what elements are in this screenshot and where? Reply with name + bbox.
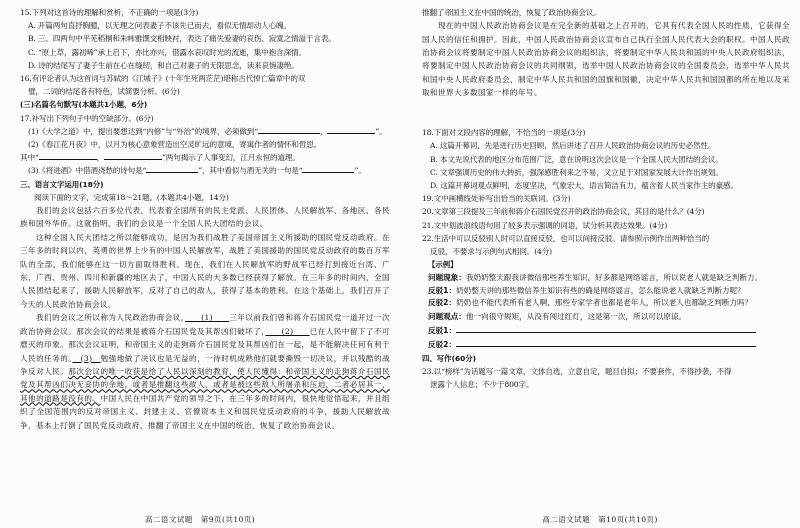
passage-paragraph-2: 这种全国人民大团结之所以能够成功，是因为我们战胜了美国帝国主义所援助的国民党反动政府。在三年多的时间以内，英勇的世界上少有的中国人民解放军，战胜了美国援助的国民党反动政府的数百万军队的全部，我们能够在这一切方面取得胜利。现在，我们在人民解放军的野战军已经打到接近台湾、广东、广西、贵州、四川和新疆的地区去了，中国人民的大多数已经获得了解放。在三年多的时间内，全国人民团结起来了，援助人民解放军，反对了自己的敌人，获得了基本的胜利。在这个基础上，我们召开了今天的人民政治协商会议。 <box>20 232 390 309</box>
q18-option-d: D. 这篇开幕词观点鲜明，态度坚决，气象宏大，语言简洁有力，蕴含着人民当家作主的豪感。 <box>430 181 738 191</box>
q22-stem-2: 反驳，不要求与示例句式相同。(4分) <box>430 247 552 257</box>
example-problem: 问题现象：我奶奶整天跟我讲微信那些养生知识，好多都是网络谣言，所以说老人就是缺乏判断力。 <box>428 273 763 283</box>
reading-passage <box>20 204 390 472</box>
q18-stem: 18.下面对文段内容的理解，不恰当的一项是(3分) <box>422 128 586 138</box>
q17-stem: 17.补写出下列句子中的空缺部分。(6分) <box>20 113 154 123</box>
passage-continued-1: 推翻了帝国主义在中国的统治，恢复了政治协商会议。 <box>422 8 601 17</box>
passage-paragraph-1: 我们的会议包括六百多位代表，代表着全国所有的民主党派、人民团体、人民解放军、各地区、各民族和国外华侨。这就指明，我们的会议是一个全国人民大团结的会议。 <box>20 206 390 229</box>
q18-option-b: B. 本文先说代表的地区分布范围广泛，意在说明这次会议是一个全国人民大团结的会议。 <box>430 154 723 164</box>
q23-stem-1: 23.以“榜样”为话题写一篇文章，文体自选，立意自定，题目自拟；不要套作，不得抄袭，不得 <box>422 367 732 377</box>
language-intro: 阅读下面的文字，完成第18～21题。(本题共4小题，14分) <box>34 192 229 202</box>
q16-stem-1: 16.有评论者认为这首词与苏轼的《江城子》(十年生死两茫茫)堪称古代悼亡篇章中的双 <box>20 74 306 84</box>
q17-item-2-cont: 其中“ ， ”两句揭示了人事变幻，江月永恒的道理。 <box>20 153 300 163</box>
example-rebuttal-1: 反驳1：奶奶整天讲的那些微信养生知识有些的确是网络谣言，怎么能说老人就缺乏判断力呢？ <box>428 285 745 295</box>
q18-option-a: A. 这篇开幕词，先是进行历史回顾，然后讲述了召开人民政治协商会议的历史必然性。 <box>430 141 716 151</box>
section-language-heading: 三、语言文字运用(18分) <box>20 179 104 189</box>
passage-continued-2: 现在的中国人民政治协商会议是在完全新的基础之上召开的，它具有代表全国人民的性质，它获得全国人民的信任和拥护。因此，中国人民政治协商会议宣布自己执行全国人民代表大会的职权。中国人民政治协商会议将要制定中国人民政治协商会议的组织法，将要制定中华人民共和国的中央人民政府组织法，将要制定中国人民政治协商会议的共同纲领，选举中国人民政治协商会议的全国委员会，选举中华人民共和国中央人民政府委员会，制定中华人民共和国的国旗和国徽，决定中华人民共和国国都的所在地以及采取和世界大多数国家一样的年号。 <box>422 21 790 98</box>
q15-option-a: A. 开篇两句直抒胸臆，以无理之问表妻子不该先已而去，看似无情却动人心魄。 <box>28 21 291 31</box>
task-rebuttal-1: 反驳1： <box>422 324 790 338</box>
blank-3: (3) <box>80 353 93 363</box>
q15-option-b: B. 三、四两句中平芜稻桐和朱帏雅馔交相映衬，表达了痛失爱妻的哀伤、寂寞之情溢于言表。 <box>28 34 336 44</box>
q23-stem-2: 泄露个人信息；不少于800字。 <box>430 380 534 390</box>
q15-option-c: C. “原上草，露初晞”承上启下，亦比亦兴，借露水哀叹时光的流逝，集中抱含深情。 <box>28 47 306 57</box>
example-rebuttal-2: 反驳2：奶奶也不能代表所有老人啊，那些专家学者也都是老年人，所以老人也都缺乏判断力吗？ <box>428 298 753 308</box>
q15-stem: 15.下列对这首诗的理解和赏析，不正确的一项是(3分) <box>20 8 199 17</box>
page-9-footer: 高二语文试题 第9页(共10页) <box>144 515 256 524</box>
q16-stem-2: 璧，二词的结尾各有特色，试简要分析。(6分) <box>28 87 180 97</box>
section-writing-heading: 四、写作(60分) <box>422 354 476 364</box>
answer-line[interactable] <box>456 338 756 347</box>
q22-stem-1: 22.生活中可以反驳别人时可以直接反驳，也可以间接反驳。请参照示例作出两种恰当的 <box>422 233 710 243</box>
blank-2: (2) <box>281 326 294 336</box>
wavy-underlined-sentence: 那次会议的唯一收获是给了人民以深刻的教育，使人民懂得：和帝国主义的走狗蒋介石国民党及其帮凶们决无妥协的余地，或者是推翻这些敌人，或者是被这些敌人所屠杀和压迫，二者必居其一，其他的道路是没有的。 <box>20 366 390 403</box>
page-10-footer: 高二语文试题 第10页(共10页) <box>542 515 658 524</box>
answer-blank[interactable] <box>39 151 97 160</box>
q21-stem: 21.文中划波浪线语句用了较多表示强调的词语，试分析其表达效果。(4分) <box>422 220 668 230</box>
q17-item-3: (3)《将进酒》中借酒浇愁的诗句是“ ”，其中看似与酒无关的一句是“ ”。 <box>28 166 366 176</box>
answer-line[interactable] <box>456 324 756 333</box>
answer-blank[interactable] <box>327 125 375 134</box>
q20-stem: 20.文章第三段提及三年前和蒋介石国民党召开的政治协商会议，其目的是什么？(4分) <box>422 207 705 217</box>
answer-blank[interactable] <box>258 125 320 134</box>
example-box <box>422 258 790 352</box>
q17-item-2: (2)《春江花月夜》中，以月为核心意象营造出空灵旷远的意境，寄寓作者的情怀和哲思。 <box>28 140 322 150</box>
task-problem: 问题观点：他一向很守规矩，从没有闯过红灯，这是第一次，所以可以原谅。 <box>428 312 687 322</box>
q17-item-1: (1)《大学之道》中，提出要想达到“内修”与“外治”的境界，必须做到“ ， ”。 <box>28 126 387 136</box>
answer-blank[interactable] <box>104 151 162 160</box>
answer-blank[interactable] <box>146 164 198 173</box>
q18-option-c: C. 文章强调历史的伟大转折，强深感胜利来之不易，又立足于对国家发展大计作出规划。 <box>430 167 723 177</box>
q15-option-d: D. 诗的结尾写了妻子生前在心在缝纫，和自己对妻子的无限思念，读来哀惋凄绝。 <box>28 60 299 70</box>
q19-stem: 19.文中画横线处补写出恰当的关联词。(3分) <box>422 194 571 204</box>
task-rebuttal-2: 反驳2： <box>422 338 790 352</box>
blank-1: (1) <box>201 313 214 323</box>
page-10 <box>400 0 800 528</box>
passage-paragraph-3: 我们的会议之所以称为人民政治协商会议， (1) 三年以前我们曾和蒋介石国民党一道开过一次政治协商会议。那次会议的结果是被蒋介石国民党及其帮凶们破坏了， (2) 已在人民中留下了不可磨灭的印象。那次会议证明，和帝国主义的走狗蒋介石国民党及其帮凶们在一起，是不能解决任何有利于人民的任务的。 (3) 勉强地做了决议也是无益的，一待时机成熟他们就要撕毁一切决议，并以残酷的战争反对人民。那次会议的唯一收获是给了人民以深刻的教育，使人民懂得：和帝国主义的走狗蒋介石国民党及其帮凶们决无妥协的余地，或者是推翻这些敌人，或者是被这些敌人所屠杀和压迫，二者必居其一，其他的道路是没有的。中国人民在中国共产党的领导之下，在三年多的时间内，很快地觉悟起来，并且组织了全国范围内的反对帝国主义、封建主义、官僚资本主义和国民党反动政府的斗争，援助人民解放战争，基本上打倒了国民党反动政府，推翻了帝国主义在中国的统治，恢复了政治协商会议。 <box>20 313 390 430</box>
example-title: 【示例】 <box>428 260 458 270</box>
section-recitation-heading: (三)名篇名句默写(本题共1小题，6分) <box>20 100 148 110</box>
answer-blank[interactable] <box>302 164 354 173</box>
